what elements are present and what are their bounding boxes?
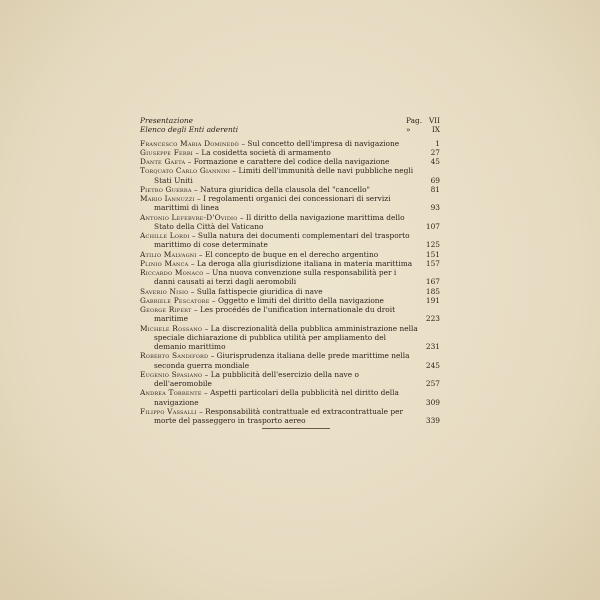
entry-dash: – xyxy=(185,157,194,166)
entry-text xyxy=(140,185,418,194)
intro-title: Presentazione xyxy=(140,116,194,125)
entry-dash: – xyxy=(202,323,211,333)
entry-list xyxy=(140,139,440,426)
entry-title: Aspetti particolari della pubblicità nel diritto della navigazione xyxy=(154,388,399,407)
entry-page: 185 xyxy=(425,286,440,296)
entry-text xyxy=(140,268,418,287)
entry-title: La pubblicità dell'esercizio della nave o dell'aeromobile xyxy=(154,369,359,388)
entry-author: Torquato Carlo Giannini xyxy=(140,166,231,176)
entry-page: 27 xyxy=(430,147,440,157)
entry-title: Il diritto della navigazione marittima dello Stato della Città del Vaticano xyxy=(154,212,405,231)
entry-text xyxy=(140,287,418,296)
entry-dash: – xyxy=(188,258,197,268)
entry-dash: – xyxy=(196,406,206,416)
entry-text xyxy=(140,194,418,213)
entry-title: Natura giuridica della clausola del "cancello" xyxy=(200,184,370,194)
entry-page: 223 xyxy=(425,314,440,324)
toc-entry xyxy=(140,213,440,232)
entry-title: Formazione e carattere del codice della navigazione xyxy=(193,157,390,166)
toc-entry xyxy=(140,185,440,194)
entry-author: Dante Gaeta xyxy=(140,157,186,166)
entry-text xyxy=(140,324,418,352)
entry-author: Giuseppe Ferri xyxy=(140,147,193,157)
entry-title: Sulla natura dei documenti complementari del trasporto marittimo di cose determinate xyxy=(154,231,410,250)
entry-page: 93 xyxy=(430,203,440,213)
entry-dash: – xyxy=(209,295,218,305)
toc-entry xyxy=(140,324,440,352)
entry-page: 151 xyxy=(425,249,440,259)
entry-dash: – xyxy=(194,194,203,203)
entry-dash: – xyxy=(208,351,217,361)
entry-author: Achille Lordi xyxy=(140,231,190,240)
intro-page-ref xyxy=(406,116,440,125)
entry-author: George Ripert xyxy=(140,305,192,314)
entry-dash: – xyxy=(196,249,205,259)
entry-author: Plinio Manca xyxy=(140,258,189,268)
entry-author: Michele Rossano xyxy=(140,323,203,333)
toc-entry xyxy=(140,166,440,185)
intro-page-prefix: Pag. xyxy=(406,116,423,125)
entry-author: Riccardo Monaco xyxy=(140,268,204,277)
toc-entry xyxy=(140,296,440,305)
entry-dash: – xyxy=(188,286,197,296)
entry-text xyxy=(140,231,418,250)
entry-title: La discrezionalità della pubblica amministrazione nella speciale dichiarazione di pubblica utilità per ampliamento del demanio marittimo xyxy=(154,323,418,351)
entry-author: Mario Iannuzzi xyxy=(140,194,195,203)
entry-author: Filippo Vassalli xyxy=(140,406,197,416)
entry-title: I regolamenti organici dei concessionari di servizi marittimi di linea xyxy=(154,194,391,213)
entry-title: Responsabilità contrattuale ed extracontrattuale per morte del passeggero in trasporto aereo xyxy=(154,406,403,425)
toc-entry xyxy=(140,407,440,426)
entry-dash: – xyxy=(202,369,211,379)
toc-entry xyxy=(140,370,440,389)
entry-text xyxy=(140,139,418,148)
entry-title: Limiti dell'immunità delle navi pubbliche negli Stati Uniti xyxy=(154,166,414,185)
entry-text xyxy=(140,407,418,426)
toc-entry xyxy=(140,351,440,370)
toc-entry xyxy=(140,250,440,259)
toc-entry xyxy=(140,194,440,213)
entry-page: 231 xyxy=(425,342,440,351)
entry-title: La cosidetta società di armamento xyxy=(201,147,331,157)
entry-page: 309 xyxy=(425,397,440,407)
toc-entry xyxy=(140,148,440,157)
intro-line xyxy=(140,116,440,125)
toc-entry xyxy=(140,231,440,250)
entry-page: 257 xyxy=(425,379,440,388)
entry-author: Andrea Torrente xyxy=(140,388,202,398)
intro-page-number: VII xyxy=(428,116,440,125)
intro-page-prefix: » xyxy=(406,125,411,135)
entry-author: Eugenio Spasiano xyxy=(140,369,203,379)
entry-author: Pietro Guerra xyxy=(140,184,192,194)
entry-text xyxy=(140,296,418,305)
intro-line xyxy=(140,125,440,134)
intro-page-ref xyxy=(406,125,440,134)
entry-page: 1 xyxy=(435,138,440,148)
entry-text xyxy=(140,351,418,370)
entry-author: Gabriele Pescatore xyxy=(140,295,210,305)
toc-entry xyxy=(140,157,440,166)
entry-title: El concepto de buque en el derecho argentino xyxy=(204,249,379,259)
entry-author: Atilio Malvagni xyxy=(140,249,197,259)
entry-page: 125 xyxy=(425,240,440,250)
entry-page: 107 xyxy=(425,221,440,231)
intro-page-number: IX xyxy=(431,125,440,135)
toc-entry xyxy=(140,268,440,287)
entry-title: Giurisprudenza italiana delle prede marittime nella seconda guerra mondiale xyxy=(154,351,410,370)
entry-page: 81 xyxy=(430,184,440,194)
entry-page: 157 xyxy=(425,258,440,268)
entry-text xyxy=(140,388,418,407)
entry-dash: – xyxy=(230,166,239,176)
entry-page: 167 xyxy=(425,277,440,287)
entry-dash: – xyxy=(192,147,202,157)
entry-text xyxy=(140,259,418,268)
entry-title: Sul concetto dell'impresa di navigazione xyxy=(247,138,400,148)
entry-dash: – xyxy=(201,388,211,398)
entry-dash: – xyxy=(191,184,201,194)
entry-dash: – xyxy=(189,231,198,240)
table-of-contents xyxy=(140,116,440,425)
entry-page: 191 xyxy=(425,295,440,305)
entry-page: 339 xyxy=(425,416,440,425)
toc-entry xyxy=(140,388,440,407)
entry-text xyxy=(140,166,418,185)
entry-author: Francesco Maria Dominedò xyxy=(140,138,239,148)
entry-title: Oggetto e limiti del diritto della navigazione xyxy=(217,295,384,305)
entry-text xyxy=(140,157,418,166)
entry-dash: – xyxy=(191,305,200,314)
entry-text xyxy=(140,370,418,389)
entry-page: 45 xyxy=(430,157,440,166)
entry-dash: – xyxy=(203,268,213,277)
entry-text xyxy=(140,148,418,157)
entry-page: 245 xyxy=(425,360,440,370)
entry-text xyxy=(140,305,418,324)
entry-title: Les procédés de l'unification internationale du droit maritime xyxy=(154,305,396,324)
closing-rule xyxy=(262,428,330,429)
entry-title: Sulla fattispecie giuridica di nave xyxy=(196,286,323,296)
entry-text xyxy=(140,250,418,259)
entry-title: Una nuova convenzione sulla responsabilità per i danni causati ai terzi dagli aeromobili xyxy=(154,268,397,287)
toc-entry xyxy=(140,305,440,324)
toc-entry xyxy=(140,287,440,296)
entry-author: Roberto Sandiford xyxy=(140,351,209,361)
entry-author: Saverio Nisio xyxy=(140,286,189,296)
intro-title: Elenco degli Enti aderenti xyxy=(140,125,239,135)
entry-dash: – xyxy=(238,138,248,148)
toc-entry xyxy=(140,259,440,268)
toc-entry xyxy=(140,139,440,148)
entry-author: Antonio Lefebvre-D'Ovidio xyxy=(140,212,238,222)
intro-list xyxy=(140,116,440,135)
entry-text xyxy=(140,213,418,232)
entry-title: La deroga alla giurisdizione italiana in materia marittima xyxy=(196,258,413,268)
entry-dash: – xyxy=(237,212,246,222)
entry-page: 69 xyxy=(430,175,440,185)
